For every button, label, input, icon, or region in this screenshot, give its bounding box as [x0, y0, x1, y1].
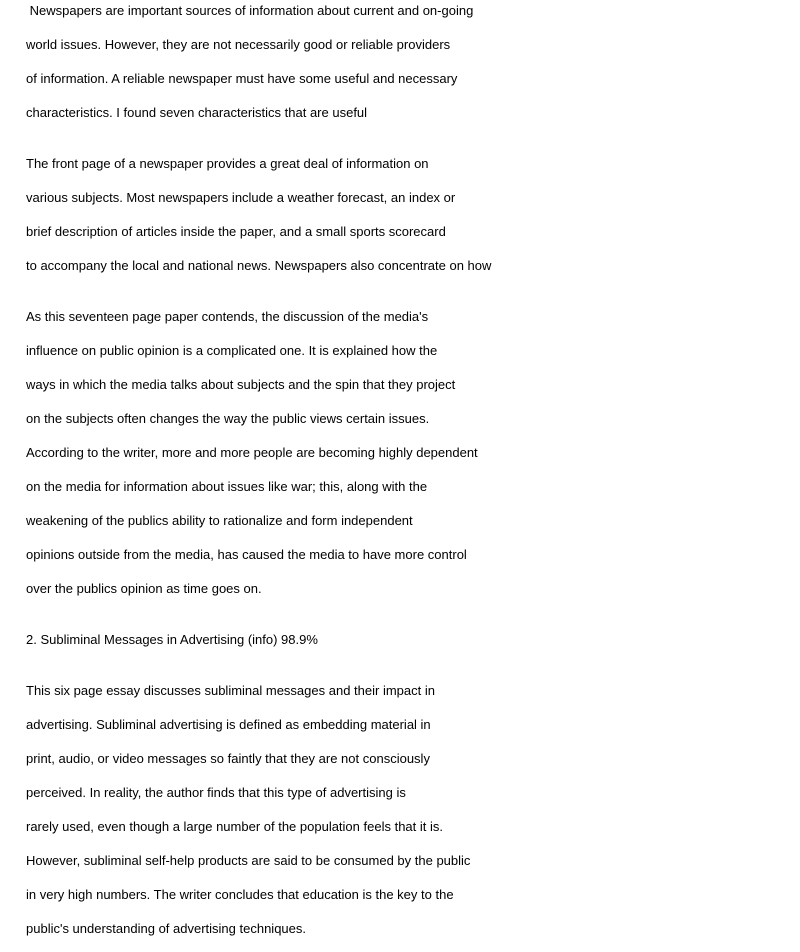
text-line: opinions outside from the media, has caused the media to have more control	[26, 547, 467, 562]
paragraph-media-influence	[26, 306, 786, 612]
text-line: As this seventeen page paper contends, the discussion of the media's	[26, 309, 429, 324]
text-line: brief description of articles inside the paper, and a small sports scorecard	[26, 224, 446, 239]
text-line: Newspapers are important sources of information about current and on-going	[26, 3, 474, 18]
text-line: on the subjects often changes the way the public views certain issues.	[26, 411, 430, 426]
text-line: perceived. In reality, the author finds that this type of advertising is	[26, 785, 406, 800]
text-line: on the media for information about issues like war; this, along with the	[26, 479, 428, 494]
text-line: rarely used, even though a large number of the population feels that it is.	[26, 819, 443, 834]
paragraph-gap	[26, 289, 786, 306]
paragraph-intro	[26, 0, 786, 136]
text-line: in very high numbers. The writer concludes that education is the key to the	[26, 887, 454, 902]
document-body	[26, 0, 786, 952]
text-line: characteristics. I found seven characteristics that are useful	[26, 105, 368, 120]
text-line: According to the writer, more and more people are becoming highly dependent	[26, 445, 478, 460]
text-line: advertising. Subliminal advertising is defined as embedding material in	[26, 717, 431, 732]
text-line: However, subliminal self-help products are said to be consumed by the public	[26, 853, 471, 868]
text-line: of information. A reliable newspaper must have some useful and necessary	[26, 71, 458, 86]
text-line: to accompany the local and national news. Newspapers also concentrate on how	[26, 258, 492, 273]
text-line: This six page essay discusses subliminal messages and their impact in	[26, 683, 435, 698]
text-line: various subjects. Most newspapers include a weather forecast, an index or	[26, 190, 456, 205]
text-line: print, audio, or video messages so faintly that they are not consciously	[26, 751, 430, 766]
paragraph-gap	[26, 663, 786, 680]
text-line: weakening of the publics ability to rationalize and form independent	[26, 513, 413, 528]
paragraph-subliminal-essay	[26, 680, 786, 952]
paragraph-gap	[26, 136, 786, 153]
text-line: influence on public opinion is a complicated one. It is explained how the	[26, 343, 438, 358]
text-line: over the publics opinion as time goes on.	[26, 581, 262, 596]
section-heading: 2. Subliminal Messages in Advertising (info) 98.9%	[26, 632, 318, 647]
section-heading-subliminal	[26, 629, 786, 663]
paragraph-gap	[26, 612, 786, 629]
text-line: public's understanding of advertising techniques.	[26, 921, 306, 936]
text-line: ways in which the media talks about subjects and the spin that they project	[26, 377, 456, 392]
text-line: world issues. However, they are not necessarily good or reliable providers	[26, 37, 451, 52]
paragraph-front-page	[26, 153, 786, 289]
text-line: The front page of a newspaper provides a great deal of information on	[26, 156, 429, 171]
